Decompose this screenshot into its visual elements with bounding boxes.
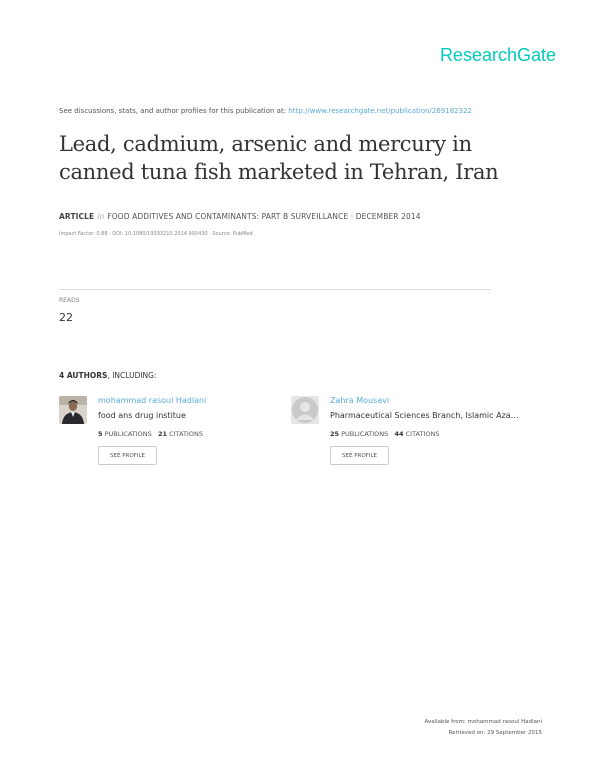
discussion-prefix: See discussions, stats, and author profiles for this publication at: xyxy=(59,107,287,115)
paper-title: Lead, cadmium, arsenic and mercury in canned tuna fish marketed in Tehran, Iran xyxy=(59,132,499,184)
see-profile-button[interactable]: SEE PROFILE xyxy=(98,446,157,465)
authors-count: 4 AUTHORS xyxy=(59,371,108,380)
citations-count: 21 xyxy=(157,430,168,438)
journal-name[interactable]: FOOD ADDITIVES AND CONTAMINANTS: PART B SURVEILLANCE xyxy=(107,212,349,221)
author-institution: Pharmaceutical Sciences Branch, Islamic Aza… xyxy=(330,411,519,420)
publications-count: 5 xyxy=(98,430,103,438)
citations-count: 44 xyxy=(394,430,404,438)
default-avatar-icon xyxy=(291,396,319,424)
author-photo-icon xyxy=(59,396,87,424)
discussion-line xyxy=(59,107,472,115)
in-label: in xyxy=(97,212,105,221)
avatar[interactable] xyxy=(291,396,319,424)
see-profile-button[interactable]: SEE PROFILE xyxy=(330,446,389,465)
researchgate-logo[interactable]: ResearchGate xyxy=(439,45,556,65)
author-institution: food ans drug institue xyxy=(98,411,186,420)
publication-url-link[interactable]: http://www.researchgate.net/publication/269182322 xyxy=(288,107,472,115)
retrieved-on: Retrieved on: 29 September 2015 xyxy=(448,730,542,736)
impact-line: Impact Factor: 0.88 · DOI: 10.1080/19393210.2014.993430 · Source: PubMed xyxy=(59,231,253,237)
avatar[interactable] xyxy=(59,396,87,424)
publications-count: 25 xyxy=(330,430,340,438)
publication-date: · DECEMBER 2014 xyxy=(350,212,421,221)
publications-label: PUBLICATIONS xyxy=(104,430,152,438)
author-name-link[interactable]: mohammad rasoul Hadiani xyxy=(98,396,207,405)
author-stats xyxy=(330,430,439,438)
citations-label: CITATIONS xyxy=(169,430,203,438)
article-type: ARTICLE xyxy=(59,212,95,221)
author-name-link[interactable]: Zahra Mousavi xyxy=(330,396,390,405)
author-stats xyxy=(98,430,203,438)
available-from: Available from: mohammad rasoul Hadiani xyxy=(424,719,542,725)
divider xyxy=(59,289,491,290)
authors-heading xyxy=(59,371,157,380)
author-card xyxy=(59,396,289,476)
citations-label: CITATIONS xyxy=(405,430,440,438)
including-label: , INCLUDING: xyxy=(107,371,157,380)
publications-label: PUBLICATIONS xyxy=(341,430,389,438)
article-meta xyxy=(59,212,421,221)
reads-label: READS xyxy=(59,297,80,304)
reads-count: 22 xyxy=(59,311,73,324)
author-card xyxy=(291,396,521,476)
